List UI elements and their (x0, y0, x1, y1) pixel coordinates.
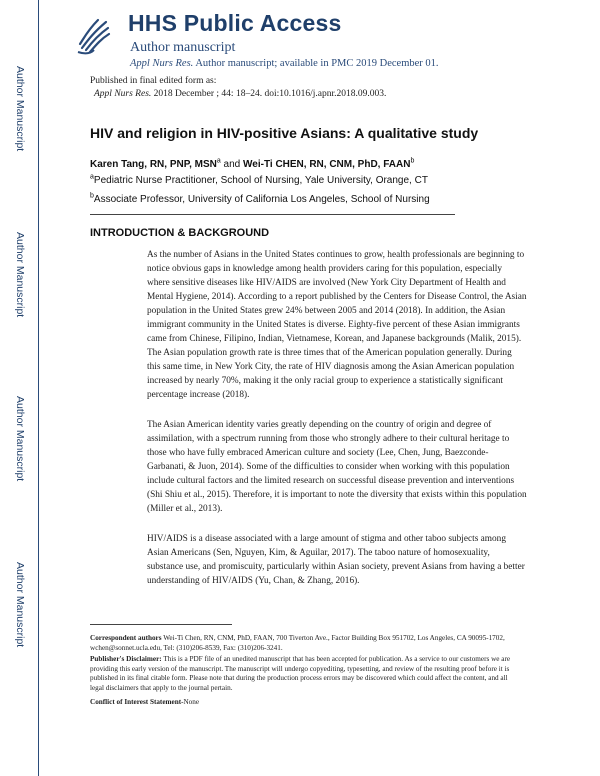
margin-rule (38, 0, 39, 776)
journal-abbrev: Appl Nurs Res. (130, 58, 194, 69)
body-paragraph: HIV/AIDS is a disease associated with a large amount of stigma and other taboo subjects among Asian Americans (Sen, Nguyen, Kim, & Aguilar, 2017). The taboo nature of homosexuality, substance use, and promiscuity, particularly within Asian society, prevent Asians from having a better understanding of HIV/AIDS (Yu, Chan, & Zhang, 2016). (147, 534, 525, 586)
affiliation-marker: a (90, 173, 94, 181)
footnote-divider (90, 624, 232, 625)
author-list (90, 159, 414, 170)
author-manuscript-label: Author manuscript (130, 40, 236, 55)
author-manuscript-stamp: Author Manuscript (14, 232, 26, 318)
citation-details: 2018 December ; 44: 18–24. doi:10.1016/j.apnr.2018.09.003. (151, 89, 387, 99)
footnote-label: Publisher's Disclaimer: (90, 655, 162, 663)
affiliation-divider (90, 214, 455, 215)
footnote-text: This is a PDF file of an unedited manuscript that has been accepted for publication. As a service to our customers we are providing this early version of the manuscript. The manuscript will undergo copyediting, typesetting, and review of the resulting proof before it is published in its final citable form. Please note that during the production process errors may be discovered which could affect the content, and all legal disclaimers that apply to the journal pertain. (90, 655, 511, 692)
affiliation (90, 175, 428, 186)
footnote-text: Wei-Ti Chen, RN, CNM, PhD, FAAN, 700 Tiverton Ave., Factor Building Box 951702, Los Angeles, CA 90095-1702, wchen@sonnet.ucla.edu, Tel: (310)206-8539, Fax: (310)206-3241. (90, 634, 505, 652)
affiliation-marker: b (90, 192, 94, 200)
footnote-text: None (183, 698, 200, 706)
hhs-eagle-logo-icon (72, 14, 116, 58)
conflict-footnote (90, 698, 520, 708)
citation (94, 89, 386, 99)
affiliation (90, 194, 430, 205)
footnote-label: Conflict of Interest Statement- (90, 698, 184, 706)
affiliation-text: Associate Professor, University of California Los Angeles, School of Nursing (93, 194, 430, 205)
disclaimer-footnote (90, 655, 520, 693)
article-title: HIV and religion in HIV-positive Asians: A qualitative study (90, 125, 479, 141)
affiliation-text: Pediatric Nurse Practitioner, School of Nursing, Yale University, Orange, CT (93, 175, 428, 186)
author-join: and (220, 159, 244, 170)
author-manuscript-stamp: Author Manuscript (14, 562, 26, 648)
author-manuscript-stamp: Author Manuscript (14, 66, 26, 152)
hhs-public-access-title: HHS Public Access (128, 10, 342, 36)
citation-journal: Appl Nurs Res. (94, 89, 152, 99)
footnote-label: Correspondent authors (90, 634, 162, 642)
correspondence-footnote (90, 634, 520, 653)
published-label: Published in final edited form as: (90, 76, 217, 86)
author-affiliation-marker: a (216, 157, 221, 165)
author-name: Karen Tang, RN, PNP, MSN (90, 159, 217, 170)
availability-text: Author manuscript; available in PMC 2019 December 01. (193, 58, 439, 69)
body-paragraph: The Asian American identity varies greatly depending on the country of origin and degree of assimilation, with a spectrum running from those who strongly adhere to their cultural heritage to those who have fully embraced American culture and society (Lee, Chen, Jung, Baezconde-Garbanati, & Juon, 2014). Some of the difficulties to consider when working with this population include cultural factors and the limited research on successful disease prevention and interventions (Shi Shiu et al., 2015). Therefore, it is important to note the diversity that exists within this population (Miller et al., 2013). (147, 420, 527, 514)
author-manuscript-stamp: Author Manuscript (14, 396, 26, 482)
author-affiliation-marker: b (410, 157, 415, 165)
section-heading: INTRODUCTION & BACKGROUND (90, 227, 270, 239)
body-paragraph: As the number of Asians in the United States continues to grow, health professionals are beginning to notice obvious gaps in knowledge among health providers caring for this population, especially where sensitive diseases like HIV/AIDS are involved (New York City Department of Health and Mental Hygiene, 2014). According to a report published by the Centers for Disease Control, the Asian population in the United States grew 24% between 2005 and 2014 (2018). In addition, the Asian immigrant community in the United States is diverse. Eighty-five percent of these Asian immigrants came from Chinese, Filipino, Indian, Vietnamese, Korean, and Japanese backgrounds (Malik, 2015). The Asian population growth rate is three times that of the American population generally. During this same time, in New York City, the rate of HIV diagnosis among the Asian American population increased by nearly 70%, making it the only racial group to experience a statistically significant percentage increase (2018). (147, 250, 527, 400)
author-name: Wei-Ti CHEN, RN, CNM, PhD, FAAN (243, 159, 411, 170)
journal-availability (130, 58, 439, 69)
